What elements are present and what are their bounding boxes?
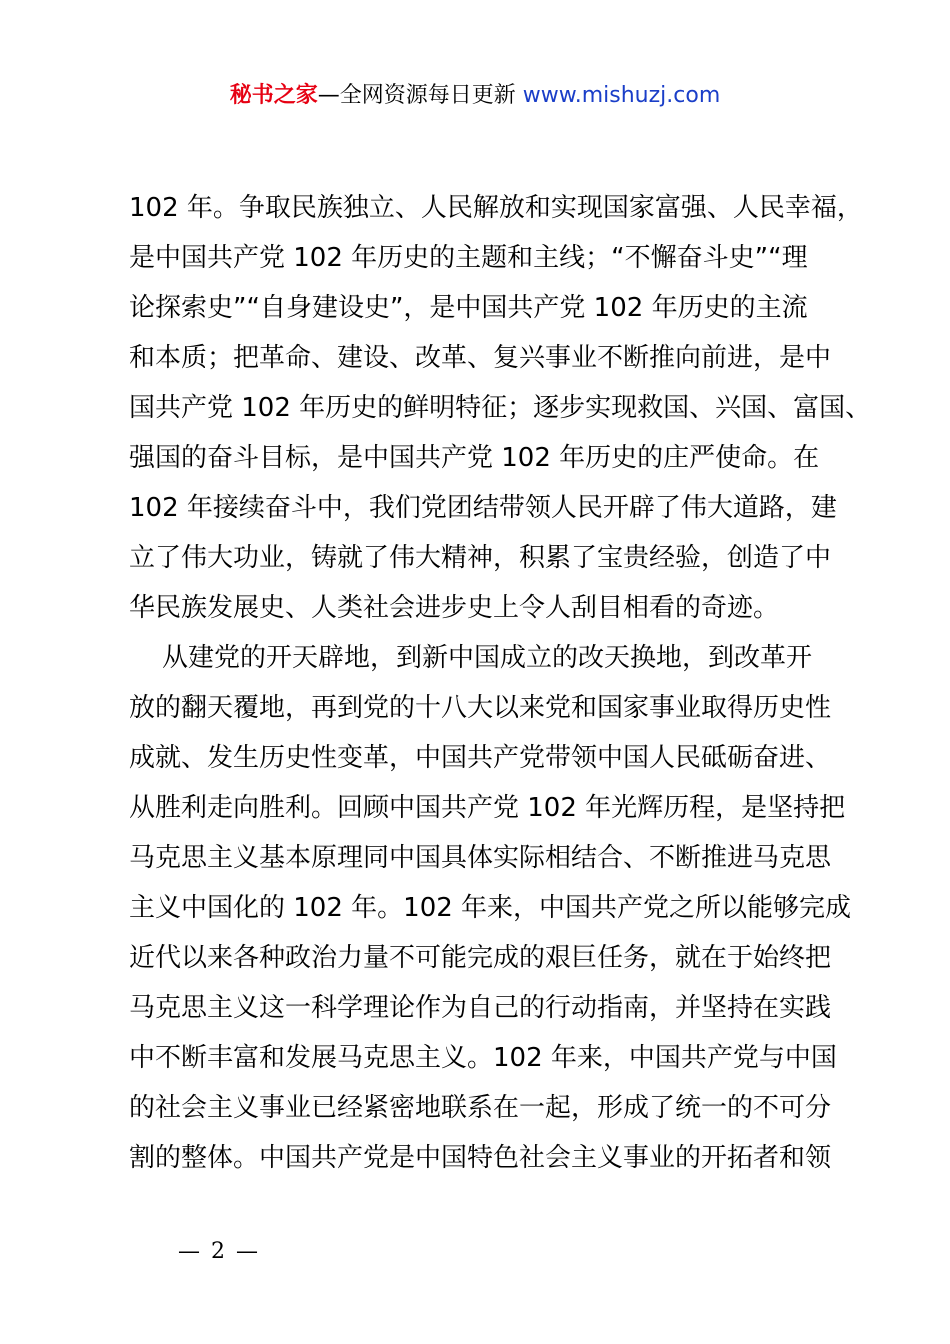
text-line: 论探索史”“自身建设史”，是中国共产党 102 年历史的主流 [129,293,808,323]
site-url-link[interactable]: www.mishuzj.com [522,83,721,108]
text-line: 的社会主义事业已经紧密地联系在一起，形成了统一的不可分 [129,1093,832,1123]
text-line: 是中国共产党 102 年历史的主题和主线；“不懈奋斗史”“理 [129,243,808,273]
text-line: 华民族发展史、人类社会进步史上令人刮目相看的奇迹。 [129,593,780,623]
header-tagline: —全网资源每日更新 [317,83,523,108]
paragraph-start-line: 从建党的开天辟地，到新中国成立的改天换地，到改革开 [129,643,813,673]
text-line: 割的整体。中国共产党是中国特色社会主义事业的开拓者和领 [129,1143,832,1173]
text-line: 主义中国化的 102 年。102 年来，中国共产党之所以能够完成 [129,893,852,923]
text-line: 中不断丰富和发展马克思主义。102 年来，中国共产党与中国 [129,1043,837,1073]
text-line: 强国的奋斗目标，是中国共产党 102 年历史的庄严使命。在 [129,443,820,473]
brand-name: 秘书之家 [229,83,318,108]
text-line: 放的翻天覆地，再到党的十八大以来党和国家事业取得历史性 [129,693,832,723]
text-line: 近代以来各种政治力量不可能完成的艰巨任务，就在于始终把 [129,943,832,973]
text-line: 102 年。争取民族独立、人民解放和实现国家富强、人民幸福， [129,193,863,223]
text-line: 成就、发生历史性变革，中国共产党带领中国人民砥砺奋进、 [129,743,832,773]
text-line: 102 年接续奋斗中，我们党团结带领人民开辟了伟大道路，建 [129,493,837,523]
text-line: 马克思主义这一科学理论作为自己的行动指南，并坚持在实践 [129,993,832,1023]
text-line: 从胜利走向胜利。回顾中国共产党 102 年光辉历程，是坚持把 [129,793,846,823]
text-line: 立了伟大功业，铸就了伟大精神，积累了宝贵经验，创造了中 [129,543,832,573]
text-line: 和本质；把革命、建设、改革、复兴事业不断推向前进，是中 [129,343,832,373]
site-header [0,80,950,112]
page-number: — 2 — [178,1239,260,1264]
text-line: 国共产党 102 年历史的鲜明特征；逐步实现救国、兴国、富国、 [129,393,872,423]
text-line: 马克思主义基本原理同中国具体实际相结合、不断推进马克思 [129,843,832,873]
